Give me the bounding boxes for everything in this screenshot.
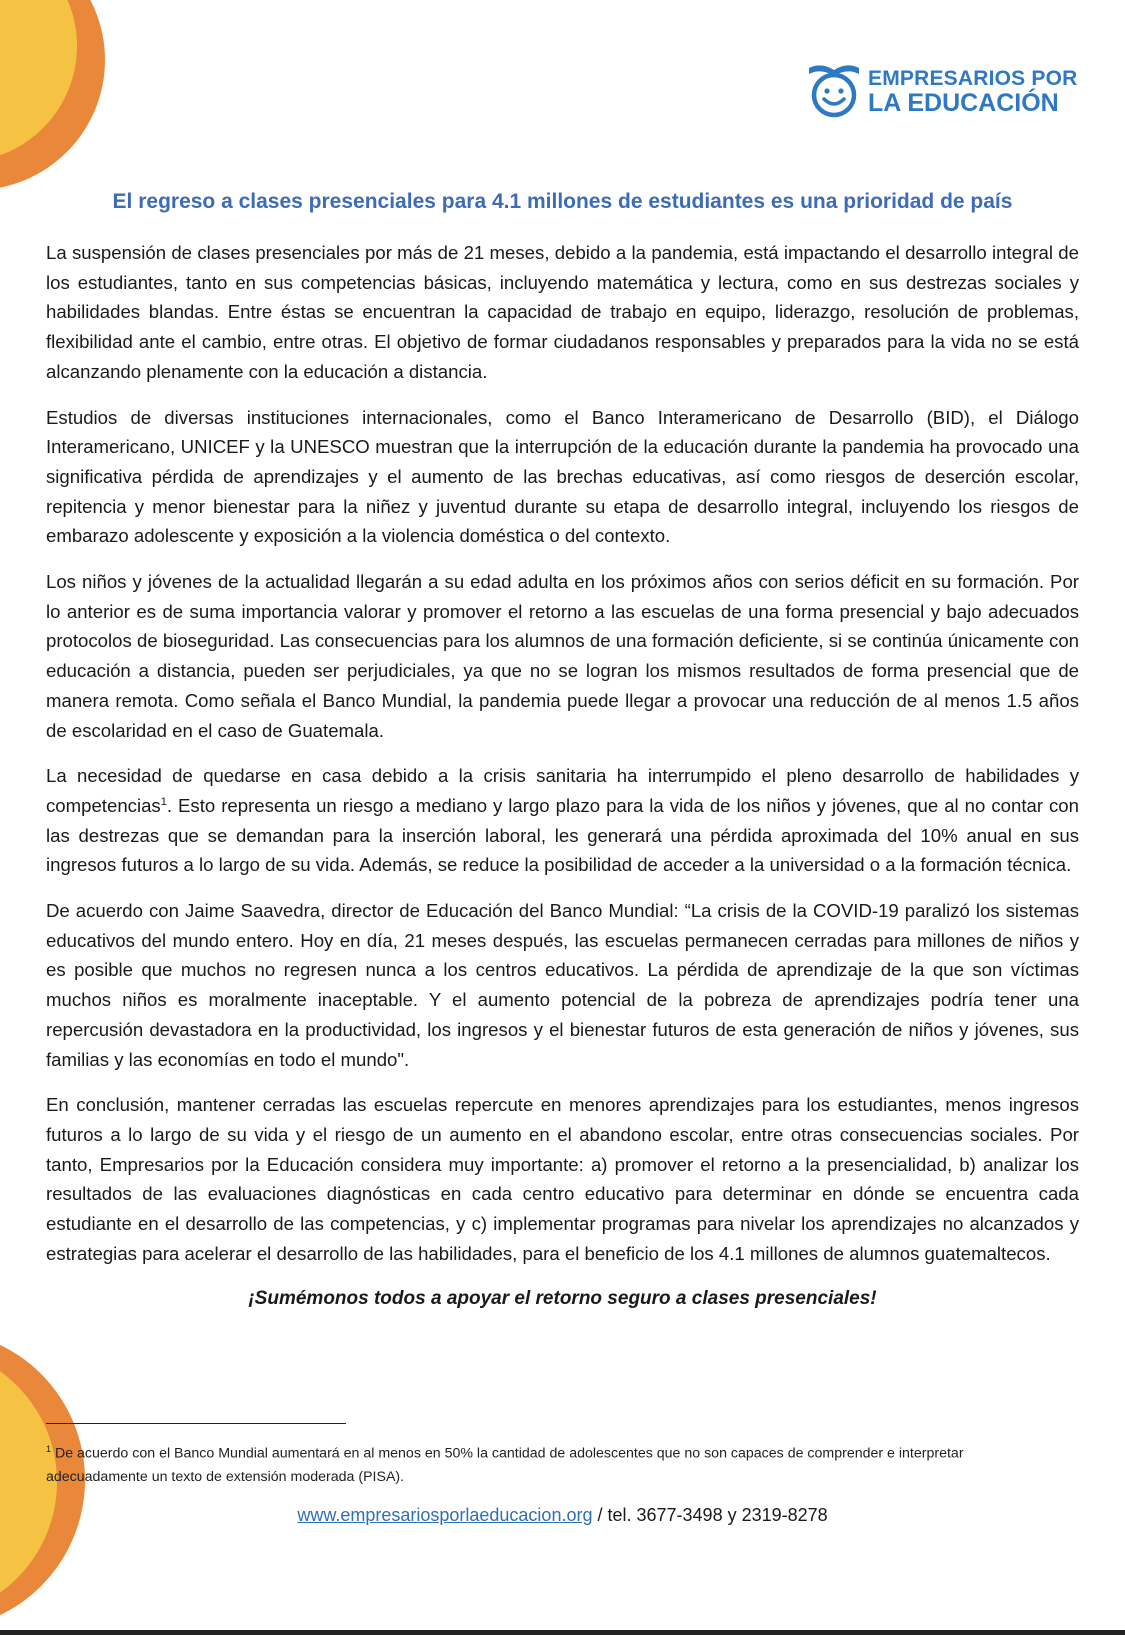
page-bottom-edge [0,1630,1125,1635]
paragraph-4-text-before: La necesidad de quedarse en casa debido a la crisis sanitaria ha interrumpido el pleno desarrollo de habilidades y competencias [46,765,1079,816]
paragraph-2: Estudios de diversas instituciones internacionales, como el Banco Interamericano de Desarrollo (BID), el Diálogo Interamericano, UNICEF y la UNESCO muestran que la interrupción de la educación durante la pandemia ha provocado una significativa pérdida de aprendizajes y el aumento de las brechas educativas, así como riesgos de deserción escolar, repitencia y menor bienestar para la niñez y juventud durante su etapa de desarrollo integral, incluyendo los riesgos de embarazo adolescente y exposición a la violencia doméstica o del contexto. [46,406,1079,547]
footnote-marker: 1 [46,1444,52,1454]
footnote-text: De acuerdo con el Banco Mundial aumentará en al menos en 50% la cantidad de adolescentes que no son capaces de comprender e interpretar adecuadamente un texto de extensión moderada (PISA). [46,1445,964,1485]
footnote-divider [46,1423,346,1424]
paragraph-6: En conclusión, mantener cerradas las escuelas repercute en menores aprendizajes para los estudiantes, menos ingresos futuros a lo largo de su vida y el riesgo de un aumento en el abandono escolar, entre otras consecuencias sociales. Por tanto, Empresarios por la Educación considera muy importante: a) promover el retorno a la presencialidad, b) analizar los resultados de las evaluaciones diagnósticas en cada centro educativo para determinar en dónde se encuentra cada estudiante en el desarrollo de las competencias, y c) implementar programas para nivelar los aprendizajes no alcanzados y estrategias para acelerar el desarrollo de las habilidades, para el beneficio de los 4.1 millones de alumnos guatemaltecos. [46,1094,1079,1264]
website-link[interactable]: www.empresariosporlaeducacion.org [297,1505,593,1525]
paragraph-4 [46,761,1079,880]
brand-name [868,66,1078,116]
document-body [46,238,1079,1313]
paragraph-5: De acuerdo con Jaime Saavedra, director de Educación del Banco Mundial: “La crisis de la COVID-19 paralizó los sistemas educativos del mundo entero. Hoy en día, 21 meses después, las escuelas permanecen cerradas para millones de niños y es posible que muchos no regresen nunca a los centros educativos. La pérdida de aprendizaje de la que son víctimas muchos niños es moralmente inaceptable. Y el aumento potencial de la pobreza de aprendizajes podría tener una repercusión devastadora en la productividad, los ingresos y el bienestar futuros de esta generación de niños y jóvenes, sus familias y las economías en todo el mundo". [46,900,1079,1070]
paragraph-3: Los niños y jóvenes de la actualidad llegarán a su edad adulta en los próximos años con serios déficit en su formación. Por lo anterior es de suma importancia valorar y promover el retorno a las escuelas de una forma presencial y bajo adecuados protocolos de bioseguridad. Las consecuencias para los alumnos de una formación deficiente, si se continúa únicamente con educación a distancia, pueden ser perjudiciales, ya que no se logran los mismos resultados de forma presencial que de manera remota. Como señala el Banco Mundial, la pandemia puede llegar a provocar una reducción de al menos 1.5 años de escolaridad en el caso de Guatemala. [46,571,1079,741]
closing-statement: ¡Sumémonos todos a apoyar el retorno seguro a clases presenciales! [248,1287,877,1309]
footnote [46,1438,1046,1489]
phone-numbers: / tel. 3677-3498 y 2319-8278 [592,1505,828,1525]
brand-name-line2: LA EDUCACIÓN [868,89,1059,117]
smiling-book-icon [805,62,863,120]
paragraph-4-text-after: . Esto representa un riesgo a mediano y largo plazo para la vida de los niños y jóvenes, que al no contar con las destrezas que se demandan para la inserción laboral, les generará una pérdida aproximada del 10% anual en sus ingresos futuros a lo largo de su vida. Además, se reduce la posibilidad de acceder a la universidad o a la formación técnica. [46,794,1079,876]
brand-logo [805,62,1080,122]
brand-name-line1: EMPRESARIOS POR [868,67,1078,90]
paragraph-1: La suspensión de clases presenciales por más de 21 meses, debido a la pandemia, está impactando el desarrollo integral de los estudiantes, tanto en sus competencias básicas, incluyendo matemática y lectura, como en sus destrezas sociales y habilidades blandas. Entre éstas se encuentran la capacidad de trabajo en equipo, liderazgo, resolución de problemas, flexibilidad ante el cambio, entre otras. El objetivo de formar ciudadanos responsables y preparados para la vida no se está alcanzando plenamente con la educación a distancia. [46,242,1079,382]
contact-line [0,1505,1125,1526]
footnote-reference[interactable]: 1 [160,795,167,808]
document-title: El regreso a clases presenciales para 4.1 millones de estudiantes es una prioridad de país [112,190,1013,213]
